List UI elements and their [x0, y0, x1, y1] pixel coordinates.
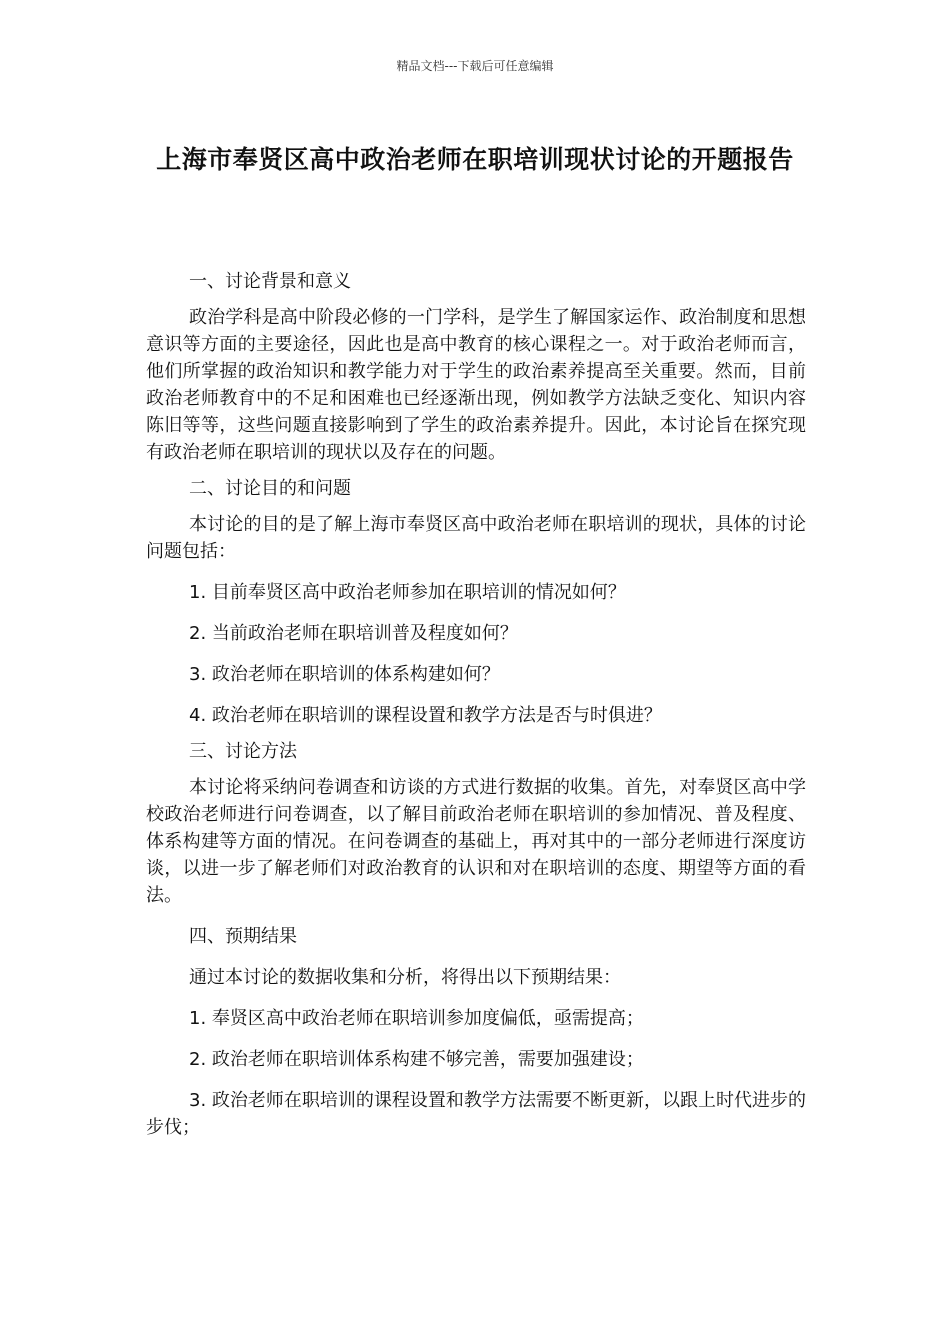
list-item-result-2: 2. 政治老师在职培训体系构建不够完善，需要加强建设；	[189, 1049, 644, 1070]
list-item-question-4: 4. 政治老师在职培训的课程设置和教学方法是否与时俱进？	[189, 705, 662, 726]
list-item-result-1: 1. 奉贤区高中政治老师在职培训参加度偏低，亟需提高；	[189, 1008, 644, 1029]
section-heading-results: 四、预期结果	[189, 926, 297, 947]
paragraph-results: 通过本讨论的数据收集和分析，将得出以下预期结果：	[189, 967, 621, 988]
list-item-question-2: 2. 当前政治老师在职培训普及程度如何？	[189, 623, 518, 644]
paragraph-purpose: 本讨论的目的是了解上海市奉贤区高中政治老师在职培训的现状，具体的讨论问题包括：	[146, 514, 806, 562]
header-note: 精品文档---下载后可任意编辑	[396, 59, 554, 73]
paragraph-background: 政治学科是高中阶段必修的一门学科，是学生了解国家运作、政治制度和思想意识等方面的主要途径，因此也是高中教育的核心课程之一。对于政治老师而言，他们所掌握的政治知识和教学能力对于学生的政治素养提高至关重要。然而，目前政治老师教育中的不足和困难也已经逐渐出现，例如教学方法缺乏变化、知识内容陈旧等等，这些问题直接影响到了学生的政治素养提升。因此，本讨论旨在探究现有政治老师在职培训的现状以及存在的问题。	[146, 307, 806, 463]
list-item-question-3: 3. 政治老师在职培训的体系构建如何？	[189, 664, 500, 685]
section-heading-method: 三、讨论方法	[189, 741, 297, 762]
section-heading-purpose: 二、讨论目的和问题	[189, 478, 351, 499]
list-item-result-3: 3. 政治老师在职培训的课程设置和教学方法需要不断更新，以跟上时代进步的步伐；	[146, 1090, 806, 1138]
section-heading-background: 一、讨论背景和意义	[189, 271, 351, 292]
document-title: 上海市奉贤区高中政治老师在职培训现状讨论的开题报告	[156, 145, 794, 174]
document-body	[146, 268, 806, 1141]
paragraph-method: 本讨论将采纳问卷调查和访谈的方式进行数据的收集。首先，对奉贤区高中学校政治老师进行问卷调查，以了解目前政治老师在职培训的参加情况、普及程度、体系构建等方面的情况。在问卷调查的基础上，再对其中的一部分老师进行深度访谈，以进一步了解老师们对政治教育的认识和对在职培训的态度、期望等方面的看法。	[146, 777, 806, 906]
list-item-question-1: 1. 目前奉贤区高中政治老师参加在职培训的情况如何？	[189, 582, 626, 603]
